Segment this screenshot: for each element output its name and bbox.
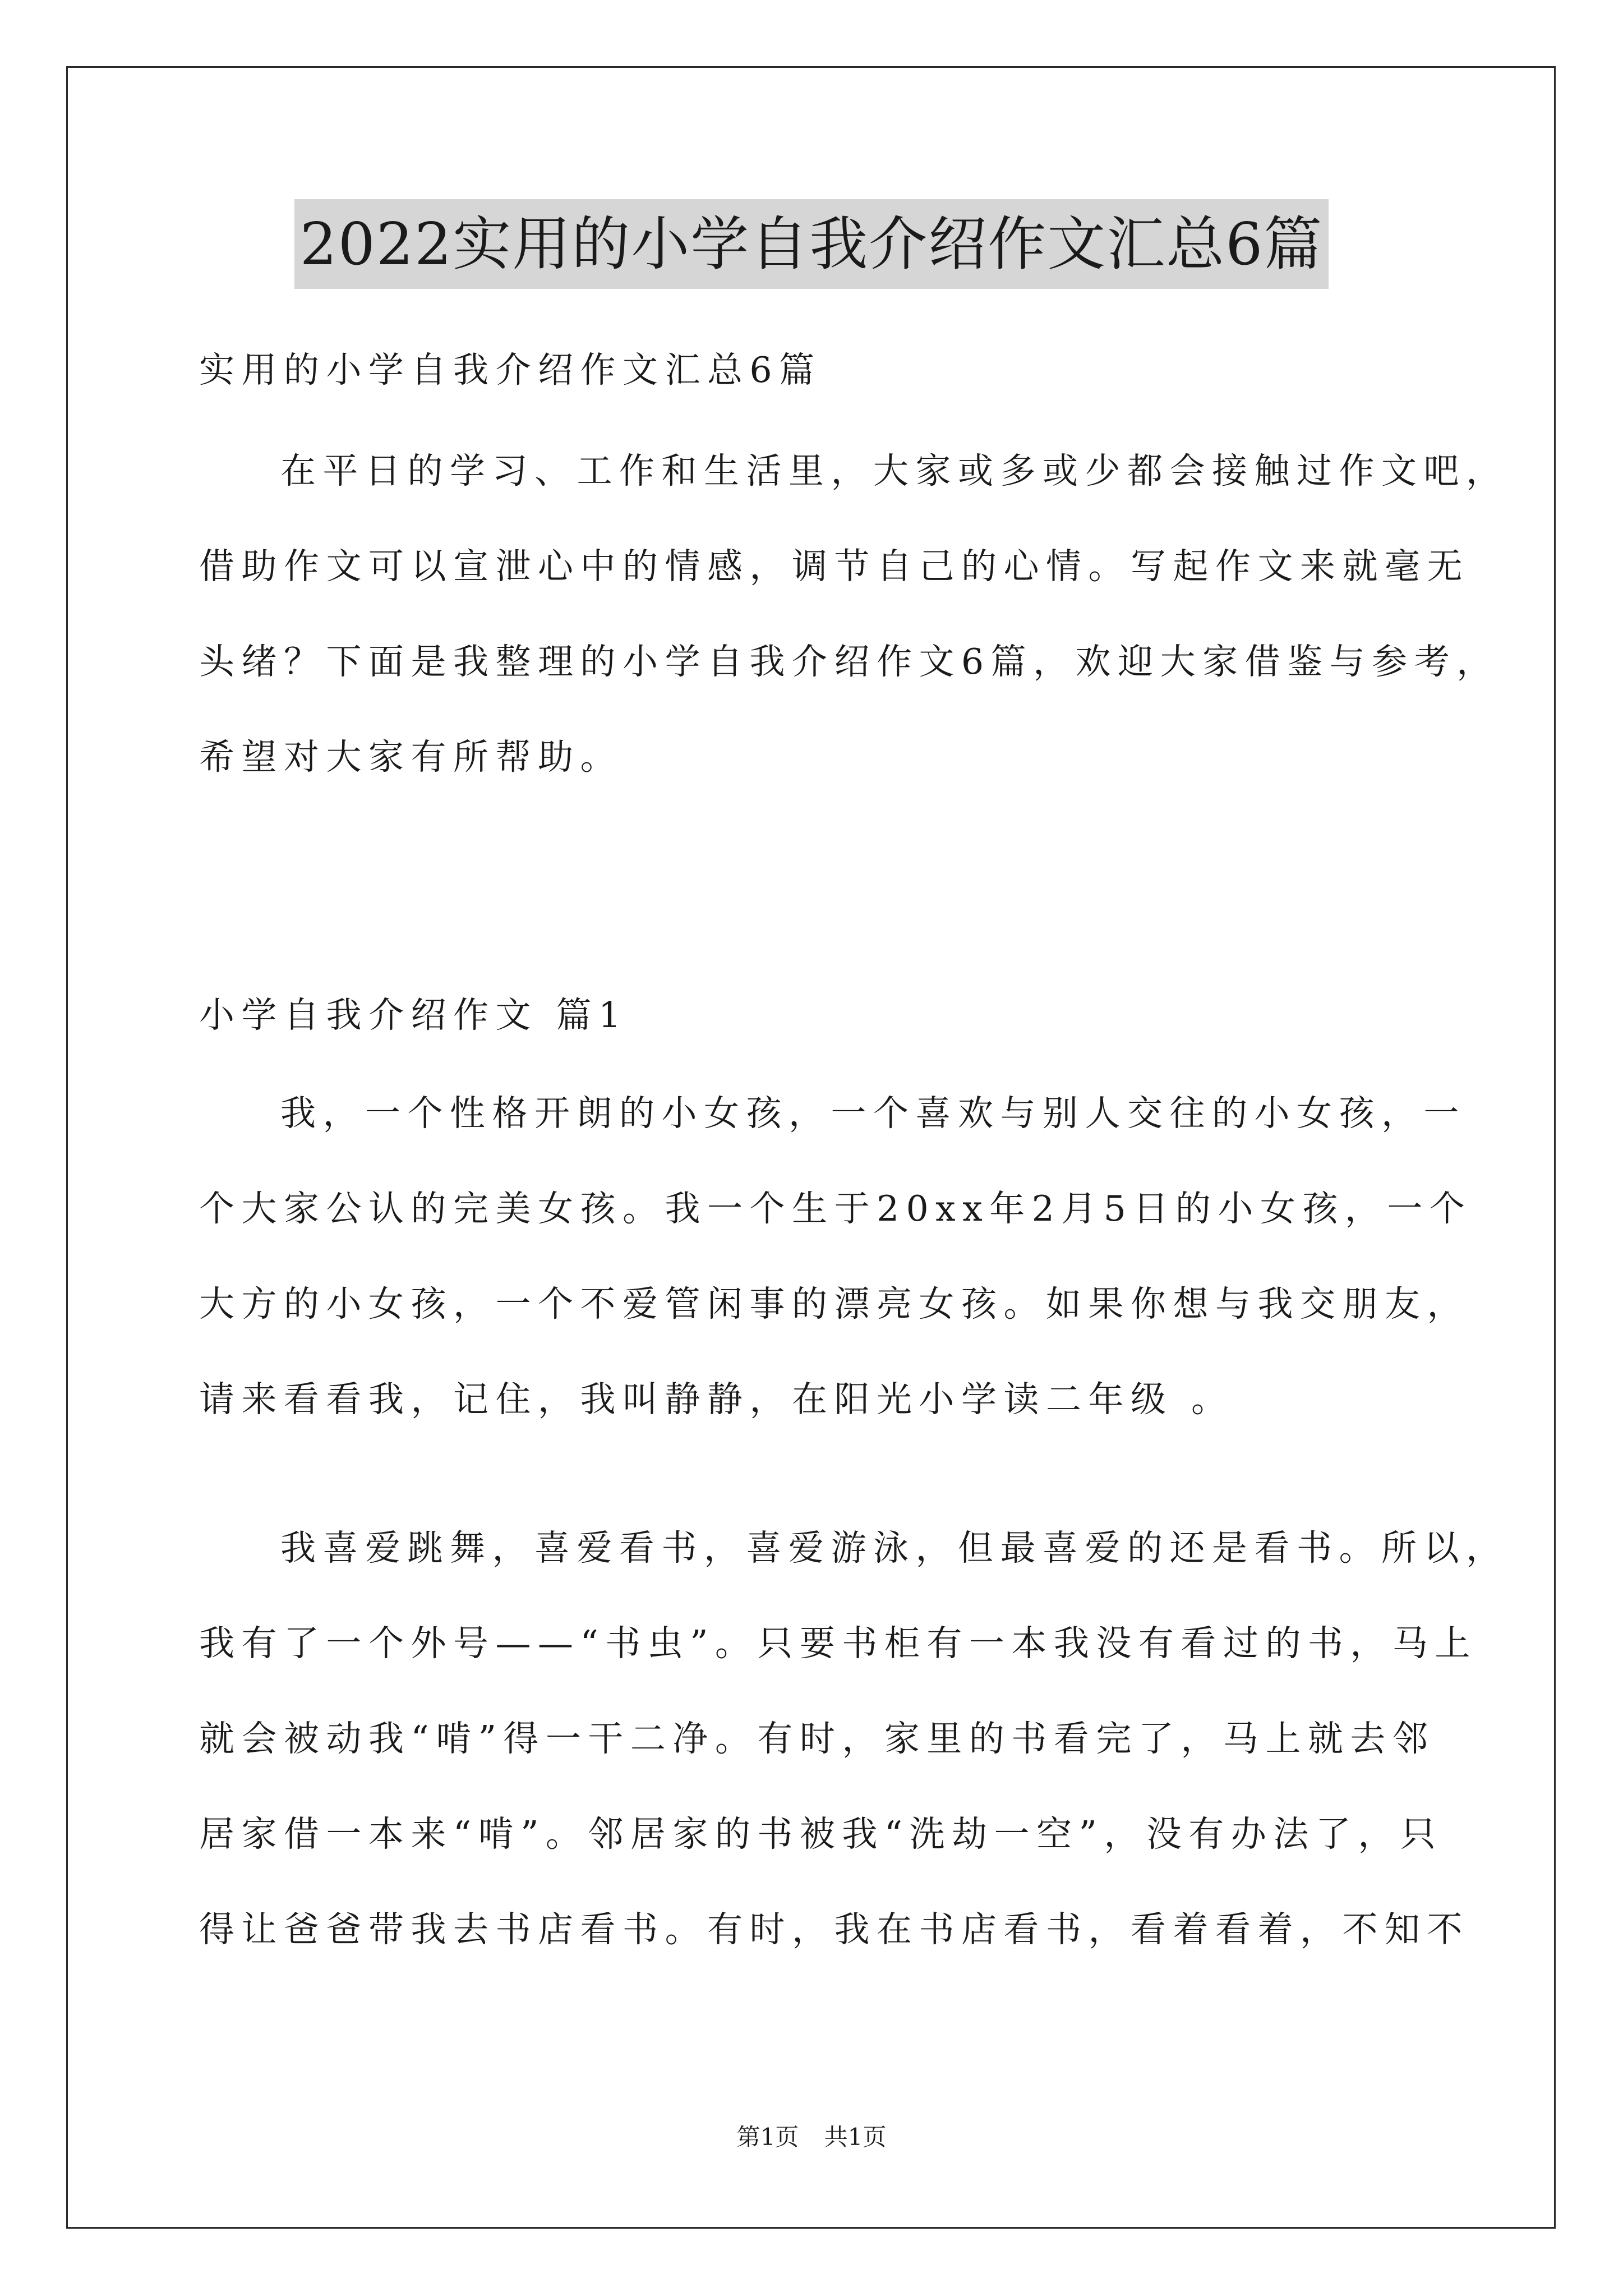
intro-line: 头绪？下面是我整理的小学自我介绍作文6篇，欢迎大家借鉴与参考， xyxy=(199,641,1499,682)
document-title: 2022实用的小学自我介绍作文汇总6篇 xyxy=(294,199,1329,289)
paragraph-line: 我，一个性格开朗的小女孩，一个喜欢与别人交往的小女孩，一 xyxy=(280,1093,1466,1134)
subtitle: 实用的小学自我介绍作文汇总6篇 xyxy=(199,349,822,390)
paragraph-line: 居家借一本来“啃”。邻居家的书被我“洗劫一空”，没有办法了，只 xyxy=(199,1814,1443,1855)
page-footer xyxy=(0,2120,1623,2154)
intro-line: 在平日的学习、工作和生活里，大家或多或少都会接触过作文吧， xyxy=(280,450,1509,491)
paragraph-line: 请来看看我，记住，我叫静静，在阳光小学读二年级 。 xyxy=(199,1379,1234,1420)
intro-line: 借助作文可以宣泄心中的情感，调节自己的心情。写起作文来就毫无 xyxy=(199,546,1469,587)
section-heading: 小学自我介绍作文 篇1 xyxy=(199,995,628,1036)
paragraph-line: 就会被动我“啃”得一干二净。有时，家里的书看完了，马上就去邻 xyxy=(199,1718,1435,1759)
paragraph-line: 我有了一个外号——“书虫”。只要书柜有一本我没有看过的书，马上 xyxy=(199,1623,1477,1664)
paragraph-line: 我喜爱跳舞，喜爱看书，喜爱游泳，但最喜爱的还是看书。所以， xyxy=(280,1527,1509,1568)
intro-line: 希望对大家有所帮助。 xyxy=(199,737,623,777)
paragraph-line: 得让爸爸带我去书店看书。有时，我在书店看书，看着看着，不知不 xyxy=(199,1909,1469,1950)
paragraph-line: 个大家公认的完美女孩。我一个生于20xx年2月5日的小女孩，一个 xyxy=(199,1188,1472,1229)
title-container xyxy=(0,199,1623,289)
page-count: 共1页 xyxy=(824,2123,887,2151)
paragraph-line: 大方的小女孩，一个不爱管闲事的漂亮女孩。如果你想与我交朋友， xyxy=(199,1283,1469,1324)
page-number: 第1页 xyxy=(736,2123,799,2151)
